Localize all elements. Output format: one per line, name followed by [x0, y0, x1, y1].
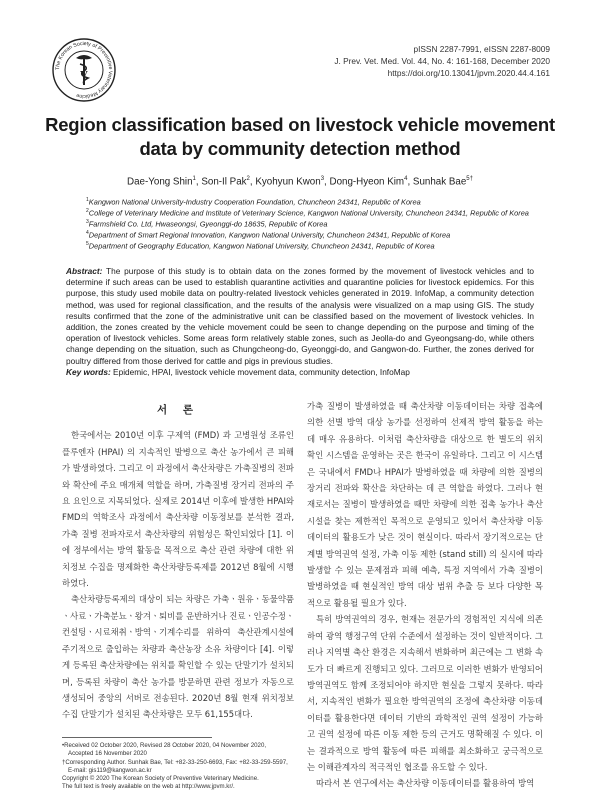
affiliation-item	[86, 218, 556, 229]
footnote-line: The full text is freely available on the web at http://www.jpvm.kr/.	[62, 783, 235, 791]
article-title: Region classification based on livestock vehicle movement data by community detection method	[45, 114, 555, 159]
section-heading-introduction: 서 론	[157, 404, 199, 416]
abstract-label: Abstract:	[66, 266, 103, 276]
body-paragraph: 한국에서는 2010년 이후 구제역 (FMD) 과 고병원성 조류인플루엔자 (HPAI) 의 지속적인 발병으로 축산 농가에서 큰 피해가 발생하였다. 그리고 이 과정에서 축산차량은 가축질병의 전파와 확산에 주요 매개체 역할을 하며, 가축질병 장거리 전파의 주요 요인으로 지목되었다. 실제로 2014년 이후에 발생한 HPAI와 FMD의 역학조사 과정에서 축산차량 이동정보를 분석한 결과, 가축 질병 전파자로서 축산차량의 위험성은 확인되었다 [1]. 이에 정부에서는 방역 활동을 목적으로 축산 관련 차량에 대한 위치정보 수집을 명제화한 축산차량등록제를 2012년 8월에 시행하였다.	[62, 430, 294, 589]
body-paragraph: 축산차량등록제의 대상이 되는 차량은 가축ㆍ원유ㆍ동물약품ㆍ사료ㆍ가축분뇨ㆍ왕겨ㆍ퇴비를 운반하거나 진료ㆍ인공수정ㆍ컨설팅ㆍ시료채취ㆍ방역ㆍ기계수리를 위하여 축산관계시설에 주기적으로 출입하는 차량과 축산농장 소유 차량이다 [4]. 이렇게 등록된 축산차량에는 위치를 확인할 수 있는 단말기가 설치되며, 등록된 차량이 축산 농가를 방문하면 관련 정보가 자동으로 생성되어 중앙의 서버로 전송된다. 2020년 8월 현재 위치정보 수집 단말기가 설치된 축산차량은 모두 61,155대다.	[62, 594, 294, 720]
issn-line: pISSN 2287-7991, eISSN 2287-8009	[413, 44, 550, 54]
footnote-divider	[62, 737, 212, 738]
author-name: Dong-Hyeon Kim	[329, 176, 405, 188]
citation-line: J. Prev. Vet. Med. Vol. 44, No. 4: 161-168, December 2020	[334, 56, 550, 66]
affiliation-mark: 1	[86, 197, 89, 203]
footnote-line: Copyright © 2020 The Korean Society of Preventive Veterinary Medicine.	[62, 775, 259, 783]
author-name: Kyohyun Kwon	[255, 176, 321, 188]
author-affiliation-mark: 4	[404, 176, 408, 182]
affiliation-text: College of Veterinary Medicine and Institute of Veterinary Science, Kangwon National University, Chuncheon 24341, Republic of Korea	[88, 208, 529, 218]
author-affiliation-mark: 5†	[466, 176, 473, 182]
keywords-label: Key words:	[66, 366, 111, 377]
affiliation-mark: 2	[86, 207, 89, 214]
author-name: Son-Il Pak	[201, 176, 247, 188]
affiliation-item	[86, 196, 556, 207]
footnote-line: Accepted 16 November 2020	[68, 750, 147, 758]
affiliation-text: Department of Smart Regional Innovation, Kangwon National University, Chuncheon 24341, Republic of Korea	[88, 230, 451, 240]
doi-link[interactable]: https://doi.org/10.13041/jpvm.2020.44.4.161	[387, 68, 550, 78]
abstract-block	[66, 266, 534, 378]
author-affiliation-mark: 3	[320, 176, 325, 182]
author-list: Dae-Yong Shin$^1$, Son-Il Pak$^2$, Kyohyun Kwon$^3$, Dong-Hyeon Kim$^4$, Sunhak Bae$^{5\dagger}$	[127, 176, 473, 188]
affiliation-text: Department of Geography Education, Kangwon National University, Chuncheon 24341, Republic of Korea	[88, 240, 435, 250]
affiliation-mark: 4	[86, 229, 89, 236]
affiliation-mark: 5	[86, 240, 89, 247]
footnote-line: †Corresponding Author. Sunhak Bae, Tel: +82-33-250-6693, Fax: +82-33-259-5597,	[62, 758, 288, 766]
affiliation-item	[86, 240, 556, 251]
body-paragraph: 따라서 본 연구에서는 축산차량 이동데이터를 활용하여 방역	[316, 778, 535, 789]
affiliation-item	[86, 229, 556, 240]
journal-info	[334, 43, 550, 79]
affiliation-text: Farmshield Co. Ltd, Hwaseongsi, Gyeonggi-do 18635, Republic of Korea	[88, 219, 328, 229]
author-name: Sunhak Bae	[412, 176, 467, 188]
body-paragraph: 특히 방역권역의 경우, 현재는 전문가의 경험적인 지식에 의존하여 광역 행정구역 단위 수준에서 설정하는 것이 일반적이다. 그러나 지역별 축산 환경은 지속해서 변화하며 최근에는 그 변화 속도가 더 빠르게 진행되고 있다. 그러므로 이러한 변화가 반영되어 방역권역도 함께 조정되어야 하지만 현실을 그렇지 못하다. 따라서, 지속적인 변화가 필요한 방역권역의 조정에 축산차량 이동데이터를 활용한다면 데이터 기반의 과학적인 권역 설정이 가능하고 권역 설정에 따른 이동 제한 등의 근거도 명확해질 수 있다. 이는 결과적으로 방역 활동에 따른 피해를 최소화하고 궁극적으로는 이해관계자의 적극적인 협조를 유도할 수 있다.	[307, 614, 543, 772]
affiliation-mark: 3	[86, 218, 89, 225]
author-name: Dae-Yong Shin	[127, 176, 193, 188]
footnote-line: E-mail: gis119@kangwon.ac.kr	[68, 766, 152, 774]
body-left-column	[62, 398, 294, 723]
affiliation-item	[86, 207, 556, 218]
svg-text:V: V	[80, 69, 88, 81]
body-paragraph: 가축 질병이 발생하였을 때 축산차량 이동데이터는 차량 접촉에 의한 선별 방역 대상 농가를 선정하여 선제적 방역 활동을 하는 데 매우 유용하다. 이처럼 축산차량을 대상으로 한 별도의 위치 확인 시스템을 운영하는 곳은 한국이 유일하다. 그리고 이 시스템은 국내에서 FMD나 HPAI가 발병하였을 때 차량에 의한 질병의 장거리 전파와 확산을 차단하는 데 큰 역할을 하였다. 그러나 현재로서는 질병이 발생하였을 때만 차량에 의한 접촉 농가나 축산시설을 찾는 제한적인 목적으로 운영되고 있어서 축산차량 이동데이터의 활용도가 낮은 것이 현실이다. 따라서 장기적으로는 단계별 방역권역 설정, 가축 이동 제한 (stand still) 의 실시에 따라 발생할 수 있는 문제점과 피해 예측, 특정 지역에서 가축 질병이 발병하였을 때 현실적인 방역 대상 범위 추출 등 보다 다양한 목적으로 활용될 필요가 있다.	[307, 401, 543, 608]
abstract-text: The purpose of this study is to obtain data on the zones formed by the movement of livestock vehicles and to determine if such areas can be used to establish quarantine activities and quarantine policies for livestock epidemics. For this purpose, this study used mobile data on poultry-related livestock vehicles generated in 2019. InfoMap, a community detection method, was used for regional classification, and the results of the analysis were visualized on a map using GIS. The study results confirmed that the zone of the administrative unit can be classified based on the movement of livestock vehicles. In addition, the zones created by the vehicle movement could be seen to change depending on the purpose and timing of the operation of livestock vehicles. Some areas form relatively stable zones, such as Jeolla-do and Gyeongsang-do, while others change depending on the situation, such as Chungcheong-do, Gyeonggi-do, and Gangwon-do. Further, the zones derived for poultry differed from those derived for cattle and pigs in previous studies.	[66, 266, 534, 366]
body-right-column	[307, 398, 543, 792]
footnote-line: •Received 02 October 2020, Revised 28 October 2020, 04 November 2020,	[62, 742, 267, 749]
seal-text: The Korean Society of Preventive Veterinary Medicine	[54, 40, 114, 100]
author-affiliation-mark: 1	[192, 176, 196, 182]
author-affiliation-mark: 2	[246, 176, 250, 182]
society-seal-logo	[52, 38, 116, 102]
affiliation-text: Kangwon National University-Industry Cooperation Foundation, Chuncheon 24341, Republic of Korea	[88, 197, 421, 207]
affiliation-list	[86, 196, 556, 250]
keywords-text: Epidemic, HPAI, livestock vehicle movement data, community detection, InfoMap	[113, 366, 410, 377]
footnote-block	[62, 742, 294, 792]
